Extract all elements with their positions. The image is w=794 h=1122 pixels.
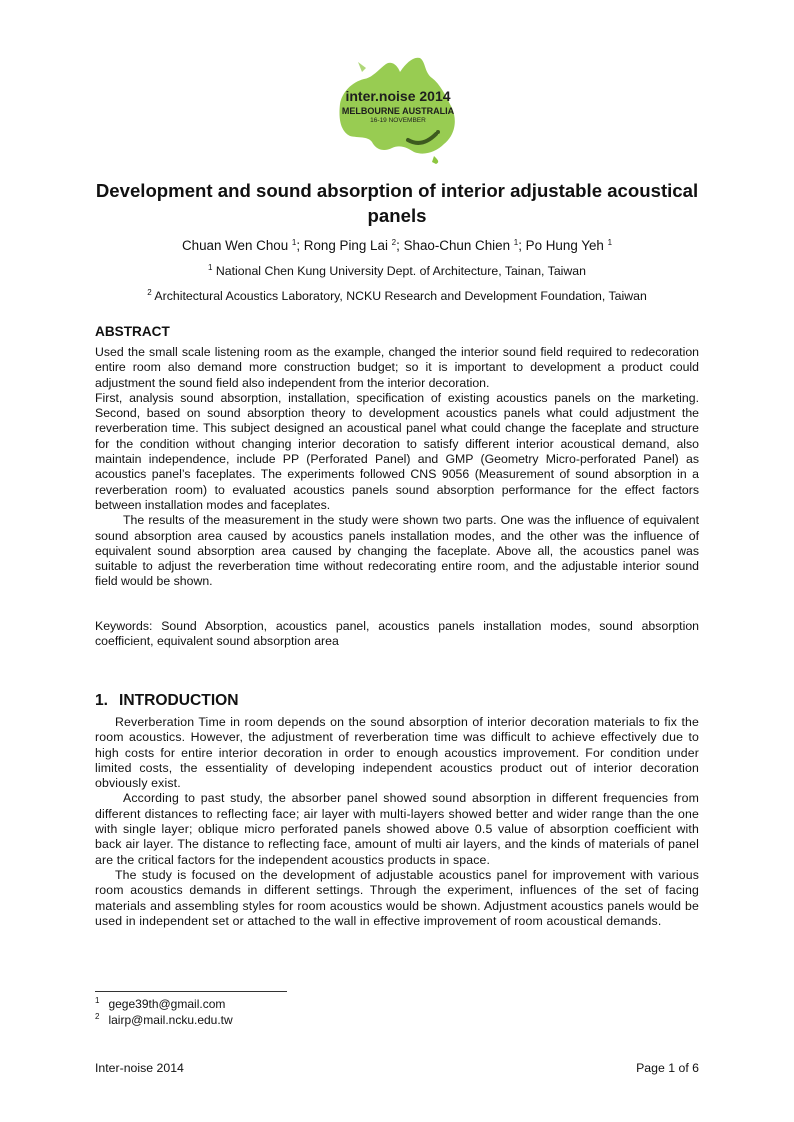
affiliation: [80, 264, 714, 278]
footnote-sup: 1: [95, 996, 100, 1005]
footnote: [95, 997, 225, 1011]
abstract-body: [95, 345, 699, 590]
author-name: Po Hung Yeh: [525, 238, 604, 253]
footnote-sup: 2: [95, 1012, 100, 1021]
affiliation-text: National Chen Kung University Dept. of Architecture, Tainan, Taiwan: [215, 264, 586, 278]
author-sup: 1: [291, 238, 297, 247]
section-number: 1.: [95, 692, 109, 709]
intro-paragraph: According to past study, the absorber panel showed sound absorption in different frequencies from different distances to reflecting face; air layer with multi-layers showed better and wider range than the one with single layer; oblique micro perforated panels showed above 0.5 value of absorption coefficient with back air layer. The distance to reflecting face, amount of multi air layers, and the kinds of materials of panel are the critical factors for the independent acoustics products in space.: [95, 791, 699, 867]
affiliation: [80, 289, 714, 303]
footnote: [95, 1013, 233, 1027]
footer-conference: Inter-noise 2014: [95, 1061, 184, 1075]
introduction-body: [95, 715, 699, 929]
abstract-heading: ABSTRACT: [95, 324, 170, 339]
page-number: Page 1 of 6: [636, 1061, 699, 1075]
logo-dates: 16-19 NOVEMBER: [370, 117, 426, 124]
keywords: Keywords: Sound Absorption, acoustics panel, acoustics panels installation modes, sound absorption coefficient, equivalent sound absorption area: [95, 619, 699, 649]
affiliation-text: Architectural Acoustics Laboratory, NCKU Research and Development Foundation, Taiwan: [154, 289, 647, 303]
affiliation-sup: 1: [208, 263, 213, 272]
abstract-paragraph: First, analysis sound absorption, installation, specification of existing acoustics panels on the marketing. Second, based on sound absorption theory to development acoustics panels what could adjustment the reverberation time. This subject designed an acoustical panel what could change the faceplate and structure for the condition without changing interior decoration to satisfy different interior acoustical demand, also maintain independence, include PP (Perforated Panel) and GMP (Geometry Micro-perforated Panel) as acoustics panel’s faceplates. The experiments followed CNS 9056 (Measurement of sound absorption in a reverberation room) to evaluated acoustics panels sound absorption performance for the effect factors between installation modes and faceplates.: [95, 390, 699, 512]
section-title: INTRODUCTION: [119, 692, 239, 709]
author-sup: 1: [513, 238, 519, 247]
intro-paragraph: Reverberation Time in room depends on the sound absorption of interior decoration materials to fix the room acoustics. However, the adjustment of reverberation time was difficult to achieve effectively due to high costs for entire interior decoration in order to enough acoustics improvement. For condition under limited costs, the essentiality of developing independent acoustics product out of interior decoration obviously exist.: [95, 715, 699, 791]
abstract-paragraph: Used the small scale listening room as the example, changed the interior sound field required to redecoration entire room also demand more construction budget; so it is important to development a product could adjustment the sound field also independent from the interior decoration.: [95, 345, 699, 390]
footnote-divider: [95, 991, 287, 992]
footnote-email[interactable]: gege39th@gmail.com: [108, 997, 226, 1011]
section-heading: [95, 692, 239, 710]
conference-logo: [328, 52, 464, 164]
author-name: Rong Ping Lai: [303, 238, 388, 253]
author-list: Chuan Wen Chou $^1$; Rong Ping Lai $^2$; Shao-Chun Chien $^1$; Po Hung Yeh $^1$: [181, 238, 613, 253]
affiliation-sup: 2: [147, 288, 152, 297]
footnote-email[interactable]: lairp@mail.ncku.edu.tw: [108, 1013, 233, 1027]
intro-paragraph: The study is focused on the development of adjustable acoustics panel for improvement with various room acoustics demands in different settings. Through the experiment, influences of the set of facing materials and assembling styles for room acoustics would be shown. Adjustment acoustics panels would be used in independent set or attached to the wall in effective improvement of room acoustical demands.: [95, 867, 699, 928]
logo-location: MELBOURNE AUSTRALIA: [341, 106, 455, 116]
author-name: Chuan Wen Chou: [181, 238, 289, 253]
abstract-paragraph: The results of the measurement in the study were shown two parts. One was the influence of equivalent sound absorption area caused by acoustics panels installation modes, and the other was the influence of equivalent sound absorption area caused by changing the faceplate. Above all, the acoustics panel was suitable to adjust the reverberation time without redecorating entire room, and the adjustable interior sound field would be shown.: [95, 513, 699, 589]
author-sup: 2: [391, 238, 397, 247]
author-name: Shao-Chun Chien: [403, 238, 511, 253]
author-sup: 1: [607, 238, 613, 247]
paper-title: Development and sound absorption of interior adjustable acoustical panels: [95, 180, 699, 226]
logo-title: inter.noise 2014: [345, 88, 451, 104]
